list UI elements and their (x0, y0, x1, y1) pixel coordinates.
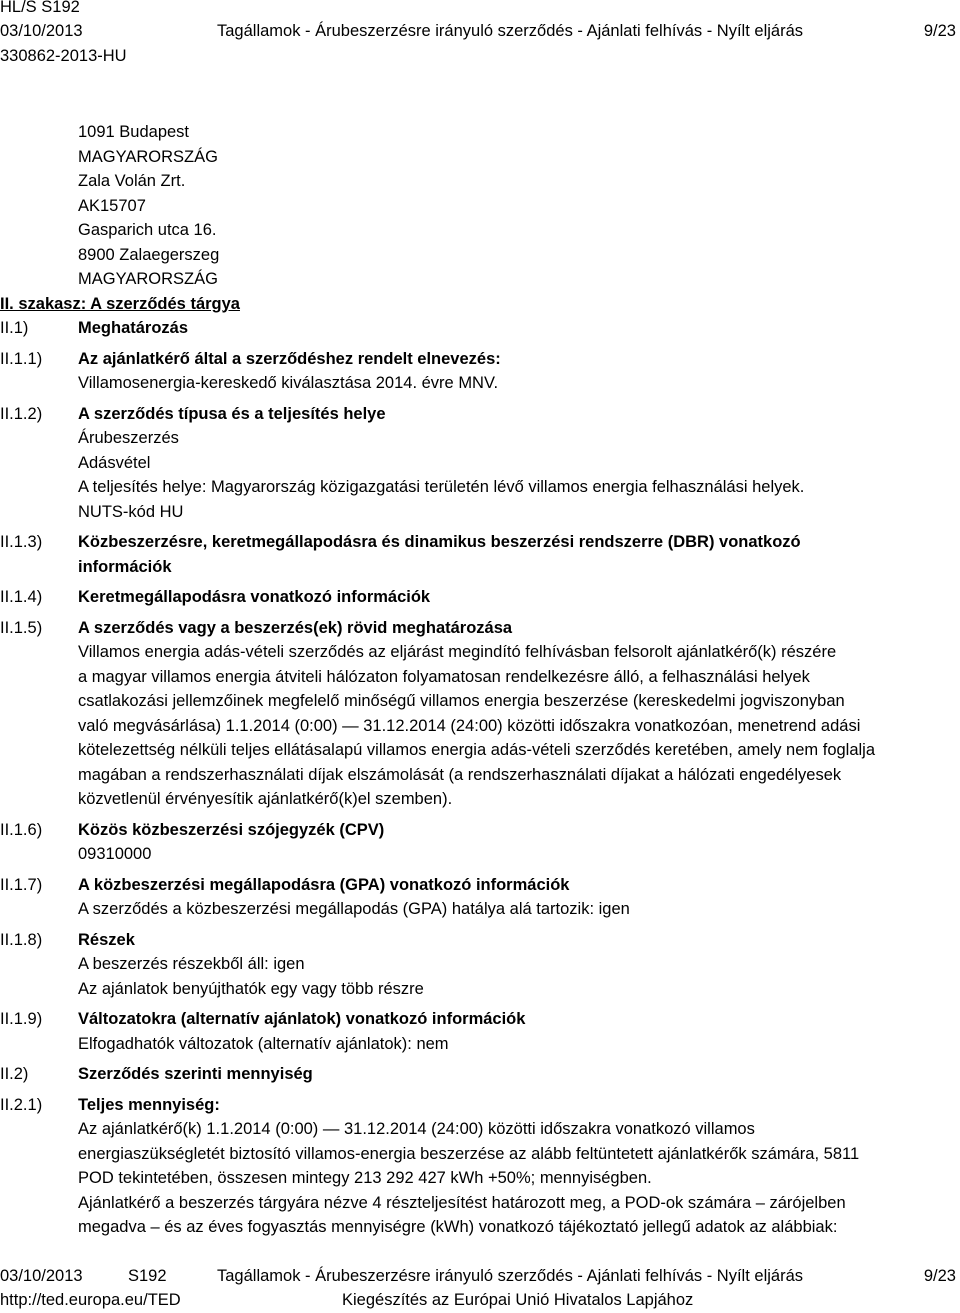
section-heading-text: Szerződés szerinti mennyiség (78, 1065, 313, 1083)
address-block (0, 120, 960, 292)
section-number: II.1.7) (0, 875, 43, 894)
section-ii-1-2 (0, 402, 960, 525)
footer-journal: S192 (128, 1267, 167, 1285)
section-line: Villamosenergia-kereskedő kiválasztása 2014. évre MNV. (78, 374, 499, 392)
section-number: II.1) (0, 319, 29, 337)
section-heading-text: A szerződés típusa és a teljesítés helye (78, 404, 386, 423)
section-ii-1-1 (0, 347, 960, 396)
address-line: Gasparich utca 16. (78, 221, 217, 239)
section-line: Villamos energia adás-vételi szerződés az eljárást megindító felhívásban felsorolt ajánlatkérő(k) részére (78, 643, 837, 661)
section-number: II.1.1) (0, 349, 43, 368)
section-line: A szerződés a közbeszerzési megállapodás (GPA) hatálya alá tartozik: igen (78, 900, 630, 918)
header-page-number: 9/23 (923, 22, 956, 40)
section-ii-1-3 (0, 530, 960, 579)
cpv-code: 09310000 (78, 845, 152, 863)
section-heading-text: Közbeszerzésre, keretmegállapodásra és dinamikus beszerzési rendszerre (DBR) vonatkozó (78, 533, 801, 551)
section-number: II.1.6) (0, 820, 43, 839)
footer-date: 03/10/2013 (0, 1267, 83, 1285)
section-heading-text: Közös közbeszerzési szójegyzék (CPV) (78, 820, 385, 839)
address-line: AK15707 (78, 196, 146, 215)
section-heading-text: Meghatározás (78, 319, 189, 337)
section-heading-text: Változatokra (alternatív ajánlatok) vonatkozó információk (78, 1010, 526, 1028)
section-line: A beszerzés részekből áll: igen (78, 955, 305, 973)
section-line: Elfogadhatók változatok (alternatív ajánlatok): nem (78, 1034, 449, 1053)
section-heading-text: Az ajánlatkérő által a szerződéshez rendelt elnevezés: (78, 349, 501, 368)
section-line: csatlakozási jellemzőinek megfelelő minőségű villamos energia beszerzése (kereskedelmi jogviszonyban (78, 692, 845, 710)
page-header (0, 0, 960, 72)
section-number: II.1.2) (0, 404, 43, 423)
section-line: Ajánlatkérő a beszerzés tárgyára nézve 4 részteljesítést határozott meg, a POD-ok számára – zárójelben (78, 1193, 846, 1212)
section-number: II.2.1) (0, 1095, 43, 1114)
section-ii-2 (0, 1062, 960, 1087)
section-ii-1-6 (0, 818, 960, 867)
section-heading-text: A közbeszerzési megállapodásra (GPA) vonatkozó információk (78, 875, 570, 894)
section-line: a magyar villamos energia átviteli hálózaton folyamatosan rendelkezésre álló, a felhasználási helyek (78, 667, 810, 686)
journal-id: HL/S S192 (0, 0, 80, 16)
header-date: 03/10/2013 (0, 22, 83, 40)
section-heading-text: Részek (78, 930, 135, 949)
section-line: energiaszükségletét biztosító villamos-energia beszerzése az alább feltüntetett ajánlatkérők számára, 5811 (78, 1144, 860, 1163)
section-number: II.1.5) (0, 618, 43, 637)
section-line: Adásvétel (78, 453, 151, 472)
address-line: 1091 Budapest (78, 123, 190, 141)
section-line: A teljesítés helye: Magyarország közigazgatási területén lévő villamos energia felhasználási helyek. (78, 478, 805, 496)
header-title: Tagállamok - Árubeszerzésre irányuló szerződés - Ajánlati felhívás - Nyílt eljárás (217, 22, 803, 40)
document-body (0, 120, 960, 1240)
section-ii-1-8 (0, 928, 960, 1002)
section-heading-text: Teljes mennyiség: (78, 1095, 220, 1114)
section-heading-text: Keretmegállapodásra vonatkozó információk (78, 588, 431, 606)
section-number: II.1.8) (0, 930, 43, 949)
section-ii-1-5 (0, 616, 960, 812)
section-heading-text: A szerződés vagy a beszerzés(ek) rövid meghatározása (78, 618, 513, 637)
page-footer (0, 1264, 960, 1311)
address-line: MAGYARORSZÁG (78, 270, 218, 288)
section-line: NUTS-kód HU (78, 502, 184, 521)
footer-publisher: Kiegészítés az Európai Unió Hivatalos Lapjához (342, 1291, 694, 1309)
section-line: magában a rendszerhasználati díjak elszámolását (a rendszerhasználati díjakat a hálózati engedélyesek (78, 765, 842, 784)
section-line: Az ajánlatkérő(k) 1.1.2014 (0:00) — 31.12.2014 (24:00) közötti időszakra vonatkozó villamos (78, 1120, 755, 1138)
address-line: 8900 Zalaegerszeg (78, 245, 220, 264)
address-line: MAGYARORSZÁG (78, 147, 218, 166)
section-ii-1 (0, 316, 960, 341)
section-heading-text: információk (78, 557, 172, 576)
section-heading: II. szakasz: A szerződés tárgya (0, 294, 240, 313)
footer-page-number: 9/23 (923, 1267, 956, 1285)
section-line: kötelezettség nélküli teljes ellátásalapú villamos energia adás-vételi szerződés keretében, amely nem foglalja (78, 741, 876, 759)
footer-title: Tagállamok - Árubeszerzésre irányuló szerződés - Ajánlati felhívás - Nyílt eljárás (217, 1267, 803, 1285)
document-id: 330862-2013-HU (0, 47, 127, 65)
section-ii-2-1 (0, 1093, 960, 1240)
section-line: Árubeszerzés (78, 429, 179, 447)
section-line: POD tekintetében, összesen mintegy 213 292 427 kWh +50%; mennyiségben. (78, 1169, 652, 1187)
header-row (0, 19, 960, 43)
section-line: közvetlenül érvényesítik ajánlatkérő(k)el szemben). (78, 790, 453, 808)
section-line: megadva – és az éves fogyasztás mennyiségre (kWh) vonatkozó tájékoztató jellegű adatok az alábbiak: (78, 1218, 838, 1236)
section-line: való megvásárlása) 1.1.2014 (0:00) — 31.12.2014 (24:00) közötti időszakra vonatkozóan, menetrend adási (78, 716, 861, 735)
section-number: II.1.3) (0, 533, 43, 551)
section-ii-1-4 (0, 585, 960, 610)
section-number: II.1.9) (0, 1010, 43, 1028)
section-number: II.1.4) (0, 588, 43, 606)
section-ii-1-7 (0, 873, 960, 922)
section-ii-1-9 (0, 1007, 960, 1056)
ted-link[interactable]: http://ted.europa.eu/TED (0, 1291, 181, 1309)
section-line: Az ajánlatok benyújthatók egy vagy több részre (78, 979, 424, 998)
address-line: Zala Volán Zrt. (78, 172, 186, 190)
section-number: II.2) (0, 1065, 29, 1083)
